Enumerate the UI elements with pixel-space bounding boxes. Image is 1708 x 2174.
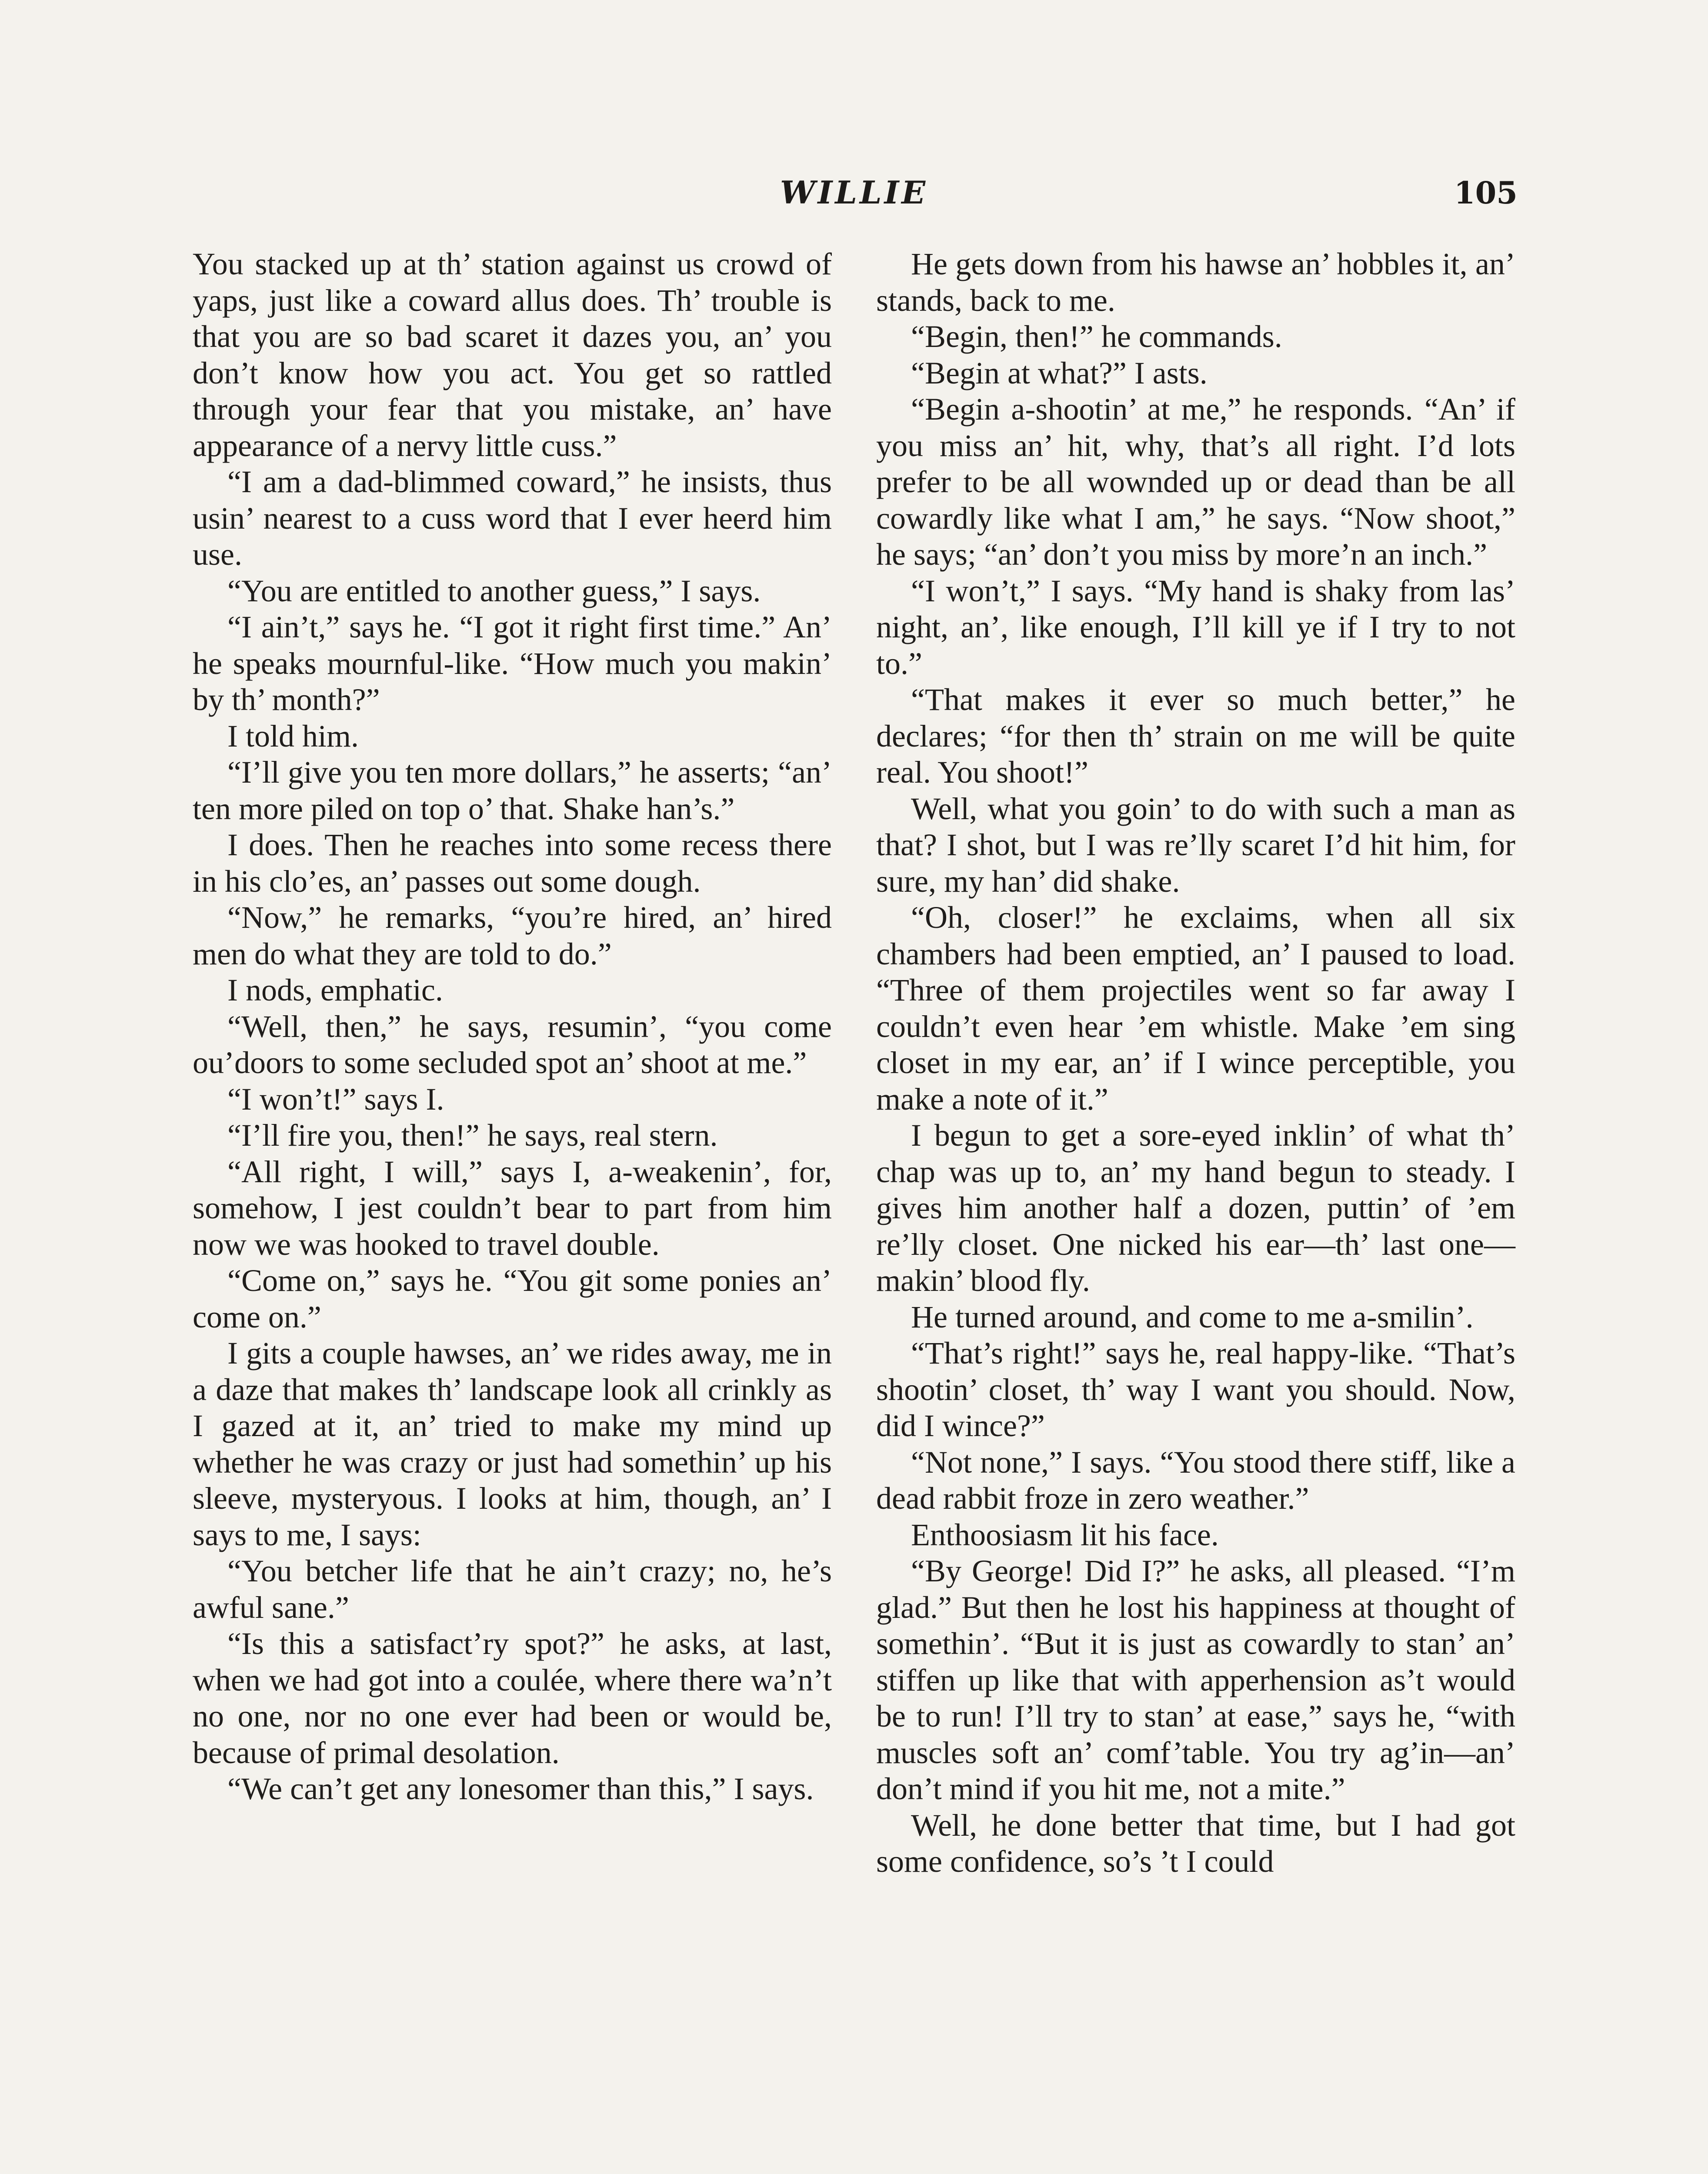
paragraph: “Come on,” says he. “You git some ponies an’ come on.” (193, 1263, 832, 1334)
paragraph: “By George! Did I?” he asks, all pleased. “I’m glad.” But then he lost his happiness at thought of somethin’. “But it is just as cowardly to stan’ an’ stiffen up like that with apperhension as’t would be to run! I’ll try to stan’ at ease,” says he, “with muscles soft an’ comf’table. You try ag’in—an’ don’t mind if you hit me, not a mite.” (876, 1554, 1515, 1806)
paragraph: “We can’t get any lonesomer than this,” I says. (227, 1771, 814, 1806)
paragraph: “Now,” he remarks, “you’re hired, an’ hired men do what they are told to do.” (193, 900, 832, 971)
paragraph: “I won’t,” I says. “My hand is shaky from las’ night, an’, like enough, I’ll kill ye if I try to not to.” (876, 573, 1515, 681)
paragraph: “I’ll give you ten more dollars,” he asserts; “an’ ten more piled on top o’ that. Shake han’s.” (193, 755, 832, 826)
paragraph: “Not none,” I says. “You stood there stiff, like a dead rabbit froze in zero weather.” (876, 1444, 1515, 1516)
paragraph: Well, he done better that time, but I had got some confidence, so’s ’t I could (876, 1807, 1515, 1879)
paragraph: Enthoosiasm lit his face. (911, 1517, 1219, 1552)
paragraph: “Is this a satisfact’ry spot?” he asks, at last, when we had got into a coulée, where there wa’n’t no one, nor no one ever had been or would be, because of primal desolation. (193, 1626, 832, 1770)
paragraph: I nods, emphatic. (227, 973, 443, 1007)
paragraph: “Begin a-shootin’ at me,” he responds. “An’ if you miss an’ hit, why, that’s all right. I’d lots prefer to be all wownded up or dead than be all cowardly like what I am,” he says. “Now shoot,” he says; “an’ don’t you miss by more’n an inch.” (876, 392, 1515, 572)
paragraph: “Oh, closer!” he exclaims, when all six chambers had been emptied, an’ I paused to load. “Three of them projectiles went so far away I couldn’t even hear ’em whistle. Make ’em sing closet in my ear, an’ if I wince perceptible, you make a note of it.” (876, 900, 1515, 1117)
paragraph: I begun to get a sore-eyed inklin’ of what th’ chap was up to, an’ my hand begun to steady. I gives him another half a dozen, puttin’ of ’em re’lly closet. One nicked his ear—th’ last one—makin’ blood fly. (876, 1118, 1515, 1298)
paragraph: “You betcher life that he ain’t crazy; no, he’s awful sane.” (193, 1554, 832, 1625)
paragraph: “I ain’t,” says he. “I got it right first time.” An’ he speaks mournful-like. “How much you makin’ by th’ month?” (193, 610, 832, 717)
paragraph: “Well, then,” he says, resumin’, “you come ou’doors to some secluded spot an’ shoot at me.” (193, 1009, 832, 1080)
paragraph: “Begin at what?” I asts. (911, 355, 1208, 390)
paragraph: “Begin, then!” he commands. (911, 319, 1282, 354)
paragraph: Well, what you goin’ to do with such a man as that? I shot, but I was re’lly scaret I’d hit him, for sure, my han’ did shake. (876, 791, 1515, 899)
text-column-right (876, 246, 1515, 1880)
paragraph: “All right, I will,” says I, a-weakenin’, for, somehow, I jest couldn’t bear to part from him now we was hooked to travel double. (193, 1154, 832, 1262)
running-title: WILLIE (780, 174, 928, 211)
paragraph: “I won’t!” says I. (227, 1081, 444, 1117)
paragraph: He turned around, and come to me a-smilin’. (911, 1299, 1474, 1334)
text-column-left (193, 246, 832, 1807)
paragraph: “That’s right!” says he, real happy-like. “That’s shootin’ closet, th’ way I want you should. Now, did I wince?” (876, 1336, 1515, 1443)
page-number: 105 (1454, 175, 1518, 211)
paragraph: “I’ll fire you, then!” he says, real stern. (227, 1118, 718, 1153)
paragraph: I told him. (227, 718, 359, 754)
paragraph: I does. Then he reaches into some recess there in his clo’es, an’ passes out some dough. (193, 827, 832, 899)
paragraph: “That makes it ever so much better,” he declares; “for then th’ strain on me will be quite real. You shoot!” (876, 682, 1515, 790)
paragraph: He gets down from his hawse an’ hobbles it, an’ stands, back to me. (876, 247, 1515, 318)
paragraph: I gits a couple hawses, an’ we rides away, me in a daze that makes th’ landscape look all crinkly as I gazed at it, an’ tried to make my mind up whether he was crazy or just had somethin’ up his sleeve, mysteryous. I looks at him, though, an’ I says to me, I says: (193, 1336, 832, 1552)
running-head (0, 165, 1708, 217)
paragraph: You stacked up at th’ station against us crowd of yaps, just like a coward allus does. Th’ trouble is that you are so bad scaret it dazes you, an’ you don’t know how you act. You get so rattled through your fear that you mistake, an’ have appearance of a nervy little cuss.” (193, 247, 832, 463)
paragraph: “You are entitled to another guess,” I says. (227, 573, 761, 608)
paragraph: “I am a dad-blimmed coward,” he insists, thus usin’ nearest to a cuss word that I ever heerd him use. (193, 464, 832, 572)
